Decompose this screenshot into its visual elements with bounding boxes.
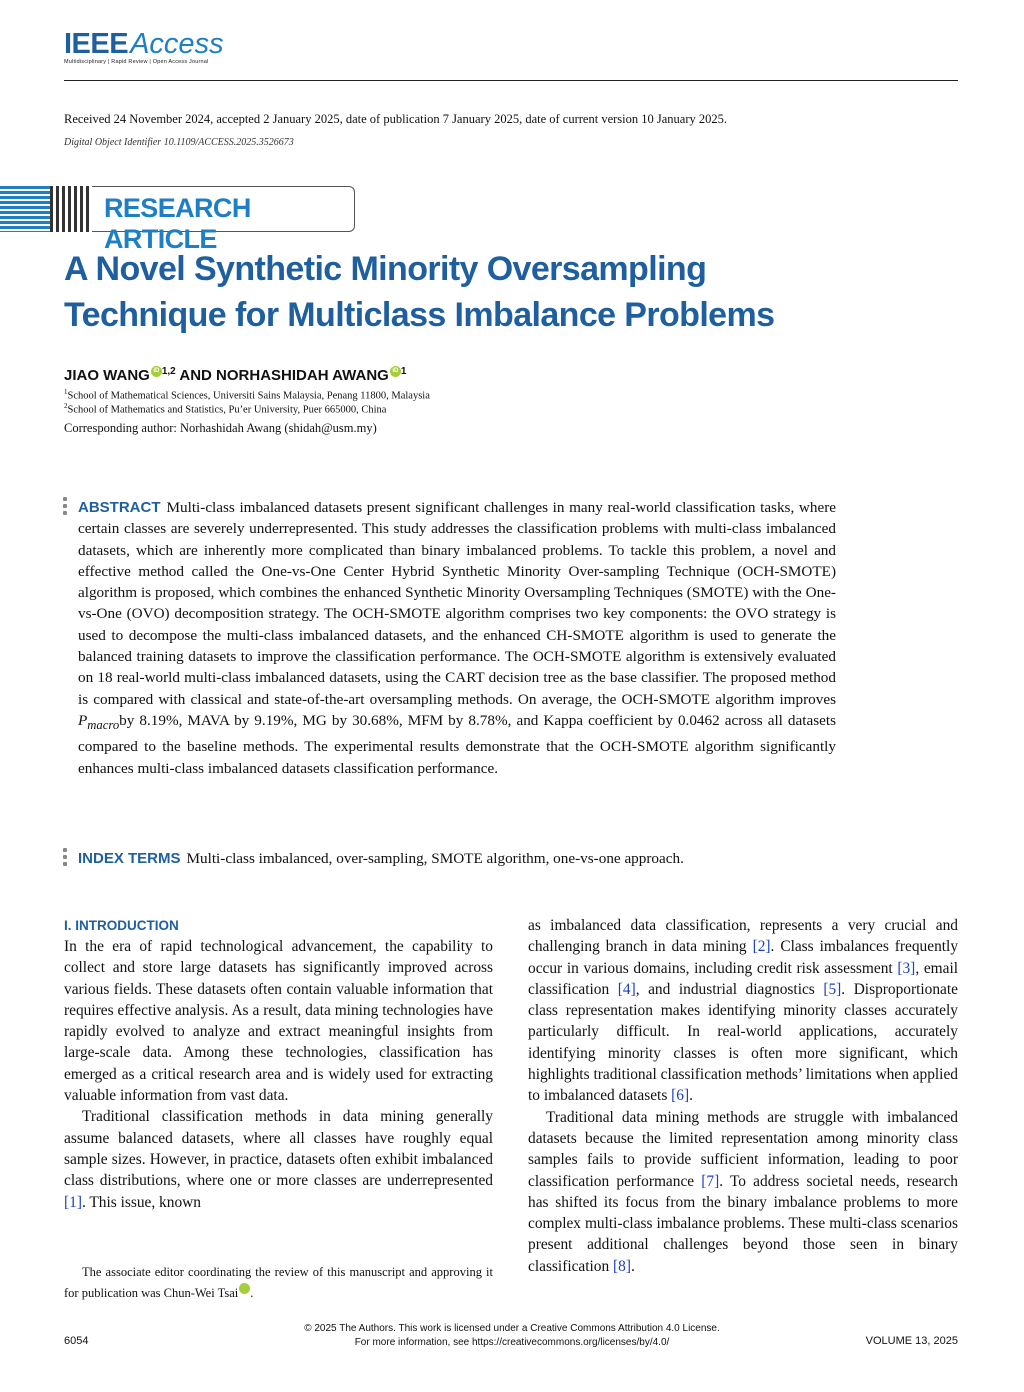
affiliation-1-number: 1	[64, 388, 68, 396]
citation-link-8[interactable]: [8]	[613, 1257, 631, 1275]
author-2-affiliation-marks: 1	[400, 366, 407, 377]
citation-link-2[interactable]: [2]	[752, 938, 771, 956]
abstract-text-part-1: Multi-class imbalanced datasets present significant challenges in many real-world classification tasks, where certain classes are severely underrepresented. This study addresses the classification problems with multi-class imbalanced datasets, which are inherently more complicated than binary imbalanced problems. To tackle this problem, a novel and effective method called the One-vs-One Center Hybrid Synthetic Minority Over-sampling Technique (OCH-SMOTE) algorithm is proposed, which combines the enhanced Synthetic Minority Oversampling Techniques (SMOTE) with the One-vs-One (OVO) decomposition strategy. The OCH-SMOTE algorithm comprises two key components: the OVO strategy is used to decompose the multi-class imbalanced datasets, and the enhanced CH-SMOTE algorithm is used to generate the balanced training datasets to improve the classification performance. The OCH-SMOTE algorithm is extensively evaluated on 18 real-world multi-class imbalanced datasets, using the CART decision tree as the base classifier. The proposed method is compared with classical and state-of-the-art oversampling methods. On average, the OCH-SMOTE algorithm improves	[78, 499, 836, 708]
paragraph-text: . To address societal needs, research has shifted its focus from the binary imbalance problems to more complex multi-class imbalance problems. These multi-class scenarios present additional challenges beyond those seen in binary classification	[528, 1172, 958, 1275]
paragraph-text: Traditional data mining methods are struggle with imbalanced datasets because the limited representation among minority class samples fails to provide sufficient information, leading to poor classification performance	[528, 1108, 958, 1190]
paper-title	[64, 246, 944, 338]
citation-link-3[interactable]: [3]	[897, 959, 916, 977]
author-line	[64, 366, 406, 384]
author-1-affiliation-marks: 1,2	[161, 366, 176, 377]
article-type-banner	[0, 186, 360, 254]
paragraph-text: , email classification	[528, 959, 959, 998]
banner-stripes-decoration	[0, 186, 50, 232]
intro-paragraph-2-text-b: . This issue, known	[81, 1193, 201, 1211]
intro-paragraph-1: In the era of rapid technological advancement, the capability to collect and store large datasets has significantly improved across various fields. These datasets often contain valuable information that requires effective analysis. As a result, data mining technologies have rapidly evolved to analyze and extract meaningful insights from large-scale data. Among these technologies, classification has emerged as a critical research area and is widely used for extracting valuable information from vast data.	[64, 938, 493, 1105]
abstract	[78, 497, 836, 779]
citation-link-5[interactable]: [5]	[823, 980, 842, 998]
citation-link-1[interactable]: [1]	[64, 1193, 82, 1211]
orcid-icon[interactable]: iD	[239, 1283, 250, 1294]
orcid-icon[interactable]: iD	[151, 366, 162, 377]
intro-paragraph-4	[528, 1107, 958, 1277]
ieee-access-logo	[64, 28, 224, 65]
corresponding-author: Corresponding author: Norhashidah Awang (shidah@usm.my)	[64, 421, 377, 435]
header-divider	[64, 80, 958, 81]
title-line-2: Technique for Multiclass Imbalance Problems	[64, 296, 775, 334]
license-line-2[interactable]: For more information, see https://creativecommons.org/licenses/by/4.0/	[354, 1337, 670, 1348]
author-connector: AND NORHASHIDAH AWANG	[179, 367, 389, 384]
banner-label: RESEARCH ARTICLE	[104, 193, 251, 254]
index-terms-text: Multi-class imbalanced, over-sampling, SMOTE algorithm, one-vs-one approach.	[186, 850, 684, 867]
affiliation-2-number: 2	[64, 402, 68, 410]
affiliation-1-text: School of Mathematical Sciences, Universiti Sains Malaysia, Penang 11800, Malaysia	[67, 390, 430, 402]
received-dates: Received 24 November 2024, accepted 2 January 2025, date of publication 7 January 2025, date of current version 10 January 2025.	[64, 112, 727, 126]
paragraph-text: as imbalanced data classification, represents a very crucial and challenging branch in data mining	[528, 917, 958, 956]
intro-paragraph-2	[64, 1106, 493, 1212]
paragraph-text: .	[689, 1087, 693, 1105]
page-number: 6054	[64, 1335, 89, 1347]
citation-link-6[interactable]: [6]	[671, 1087, 690, 1105]
abstract-text-part-2: by 8.19%, MAVA by 9.19%, MG by 30.68%, MFM by 8.78%, and Kappa coefficient by 0.0462 across all datasets compared to the baseline methods. The experimental results demonstrate that the OCH-SMOTE algorithm significantly enhances multi-class imbalanced datasets classification performance.	[78, 711, 836, 777]
affiliation-2-text: School of Mathematics and Statistics, Pu’er University, Puer 665000, China	[67, 404, 387, 416]
logo-tagline: Multidisciplinary | Rapid Review | Open Access Journal	[64, 59, 209, 65]
affiliation-2	[64, 402, 386, 416]
footnote-end: .	[250, 1286, 254, 1300]
paragraph-text: . Disproportionate class representation makes identifying minority classes accurately particularly difficult. In real-world applications, accurately identifying minority classes is often more significant, which highlights traditional classification methods’ limitations when applied to imbalanced datasets	[528, 980, 958, 1105]
volume-label: VOLUME 13, 2025	[865, 1335, 958, 1347]
paragraph-text: .	[631, 1257, 635, 1275]
editor-footnote	[64, 1262, 493, 1304]
right-column	[528, 915, 958, 1277]
p-macro-symbol: P	[78, 711, 88, 729]
intro-paragraph-2-text-a: Traditional classification methods in data mining generally assume balanced datasets, where all classes have roughly equal sample sizes. However, in practice, datasets often exhibit imbalanced class distributions, where one or more classes are underrepresented	[64, 1108, 493, 1190]
index-terms-dots-decoration	[63, 848, 67, 869]
left-column	[64, 936, 493, 1213]
index-terms-label: INDEX TERMS	[78, 850, 181, 867]
banner-bars-decoration	[50, 186, 92, 232]
section-heading-introduction: I. INTRODUCTION	[64, 918, 179, 933]
intro-paragraph-3	[528, 915, 958, 1107]
abstract-dots-decoration	[63, 497, 67, 518]
doi-line: Digital Object Identifier 10.1109/ACCESS.2025.3526673	[64, 137, 294, 148]
title-line-1: A Novel Synthetic Minority Oversampling	[64, 250, 707, 288]
footnote-text: The associate editor coordinating the review of this manuscript and approving it for publication was Chun-Wei Tsai	[64, 1265, 493, 1300]
index-terms	[78, 848, 684, 869]
citation-link-4[interactable]: [4]	[617, 980, 636, 998]
logo-access-text: Access	[130, 28, 224, 60]
paragraph-text: , and industrial diagnostics	[635, 980, 824, 998]
abstract-label: ABSTRACT	[78, 499, 161, 516]
affiliation-1	[64, 388, 430, 402]
paragraph-text: . Class imbalances frequently occur in various domains, including credit risk assessment	[528, 938, 959, 977]
author-1-name: JIAO WANG	[64, 367, 150, 384]
citation-link-7[interactable]: [7]	[701, 1172, 720, 1190]
logo-ieee-text: IEEE	[64, 28, 129, 60]
p-macro-subscript: macro	[87, 718, 120, 732]
orcid-icon[interactable]: iD	[390, 366, 401, 377]
license-line-1: © 2025 The Authors. This work is licensed under a Creative Commons Attribution 4.0 License.	[304, 1323, 720, 1334]
